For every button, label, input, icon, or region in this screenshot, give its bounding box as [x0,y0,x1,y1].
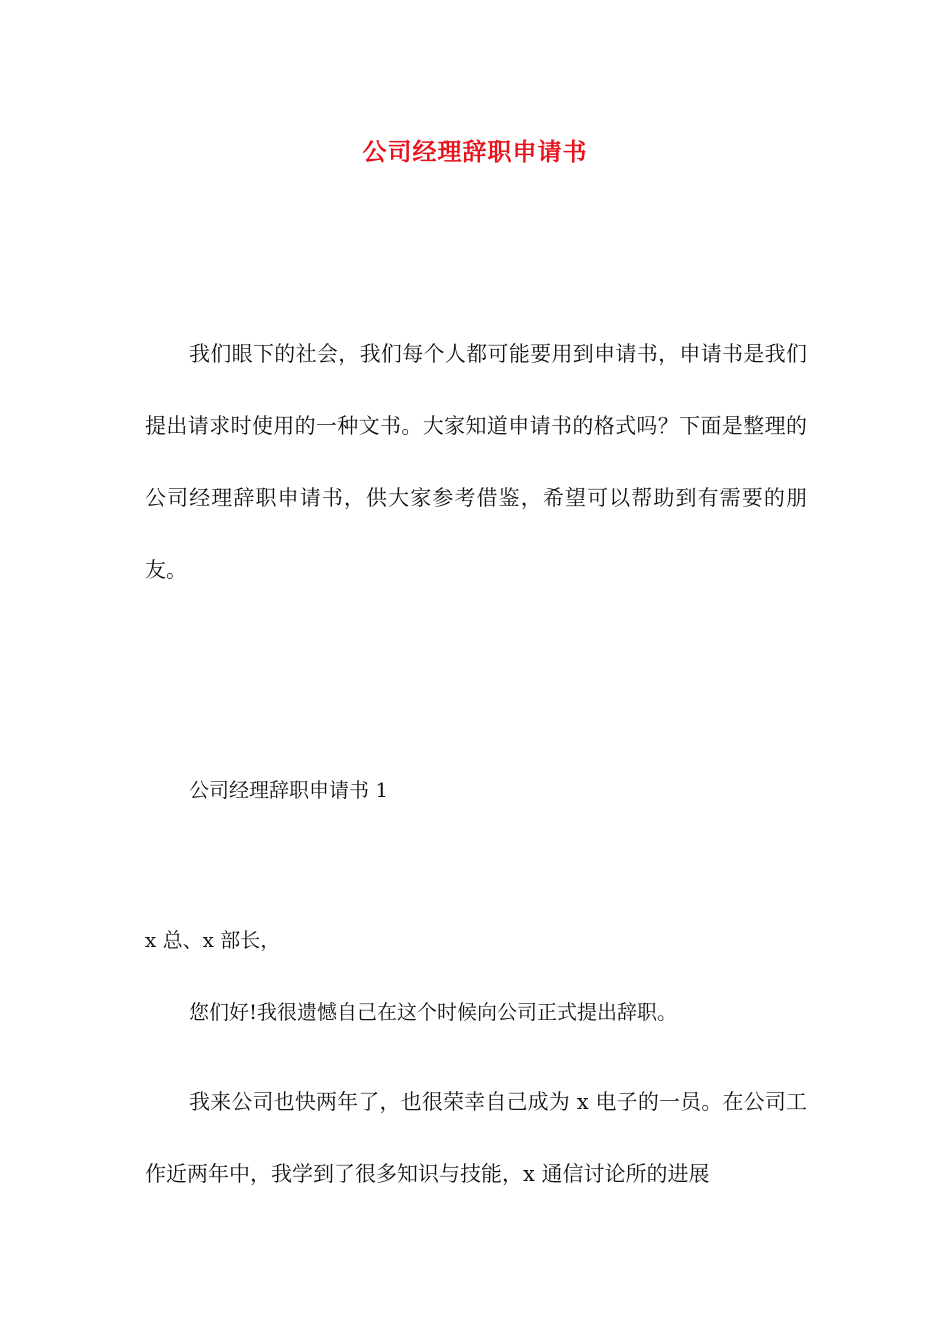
document-title: 公司经理辞职申请书 [362,137,588,166]
section-heading: 公司经理辞职申请书 1 [189,778,389,802]
body-paragraph-2: 我来公司也快两年了，也很荣幸自己成为 x 电子的一员。在公司工作近两年中，我学到了很多知识与技能，x 通信讨论所的进展 [145,1090,807,1186]
salutation: x 总、x 部长， [145,928,281,952]
body-paragraph-1: 您们好!我很遗憾自己在这个时候向公司正式提出辞职。 [189,1000,678,1024]
intro-paragraph: 我们眼下的社会，我们每个人都可能要用到申请书，申请书是我们提出请求时使用的一种文书。大家知道申请书的格式吗？下面是整理的公司经理辞职申请书，供大家参考借鉴，希望可以帮助到有需要的朋友。 [145,342,807,582]
